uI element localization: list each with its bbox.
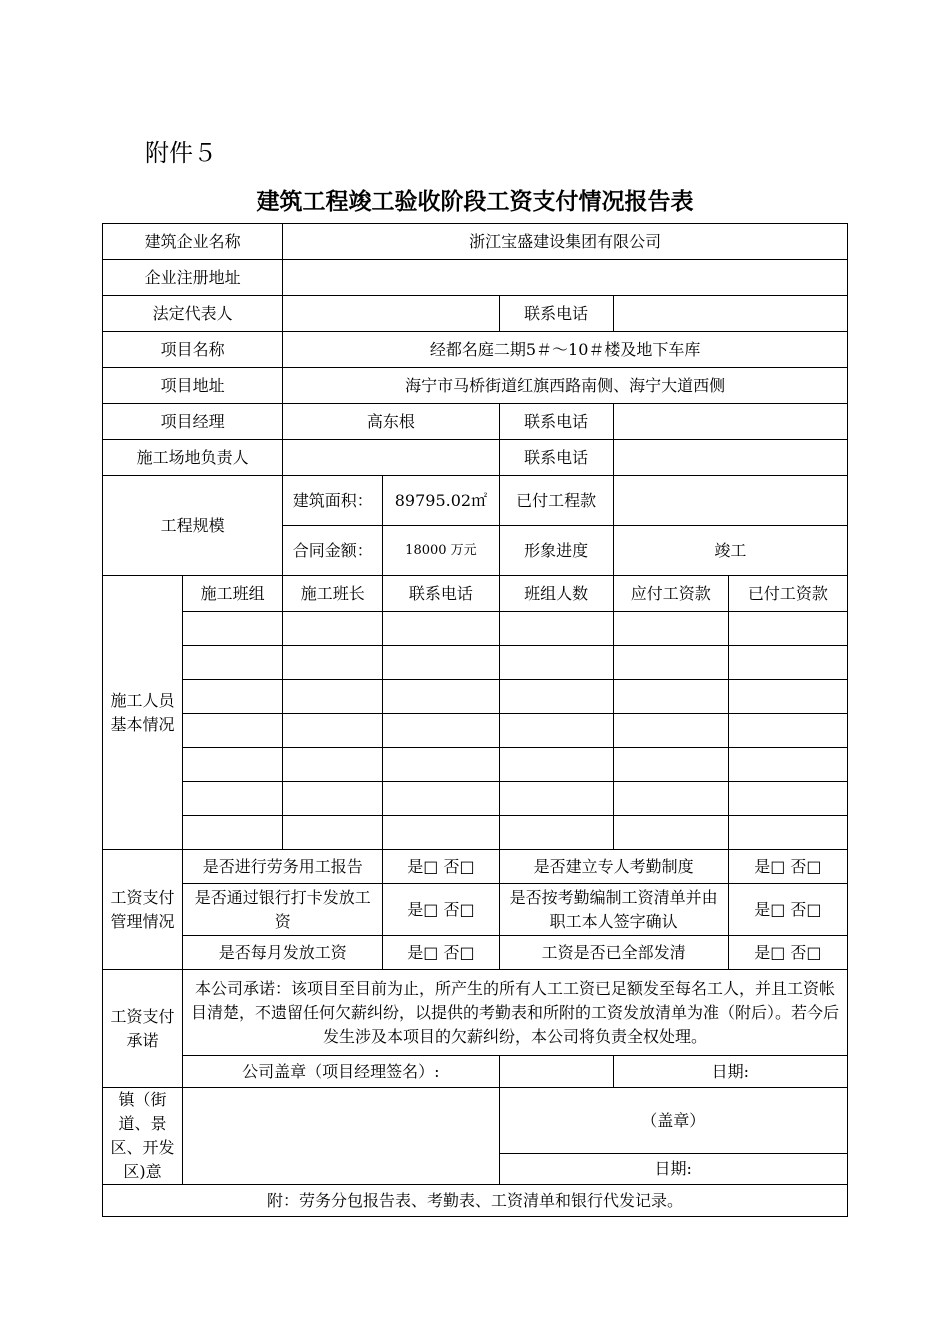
worker-cell[interactable] xyxy=(499,612,613,646)
worker-cell[interactable] xyxy=(283,680,383,714)
worker-row xyxy=(103,646,848,680)
worker-cell[interactable] xyxy=(183,816,283,850)
project-name-label: 项目名称 xyxy=(103,332,283,368)
worker-cell[interactable] xyxy=(383,816,499,850)
company-label: 建筑企业名称 xyxy=(103,224,283,260)
manager-value: 高东根 xyxy=(283,404,499,440)
attachment-label: 附件５ xyxy=(145,139,217,167)
worker-cell[interactable] xyxy=(728,816,847,850)
worker-cell[interactable] xyxy=(183,782,283,816)
town-date-label: 日期: xyxy=(499,1154,848,1185)
worker-cell[interactable] xyxy=(613,782,728,816)
column-header: 施工班组 xyxy=(183,576,283,612)
column-header: 施工班长 xyxy=(283,576,383,612)
column-header: 班组人数 xyxy=(499,576,613,612)
yes-no-checkbox[interactable]: 是□ 否□ xyxy=(383,850,499,884)
paid-label: 已付工程款 xyxy=(499,476,613,526)
worker-cell[interactable] xyxy=(283,816,383,850)
worker-cell[interactable] xyxy=(499,680,613,714)
worker-row xyxy=(103,816,848,850)
site-lead-phone-label: 联系电话 xyxy=(499,440,613,476)
company-seal-label: 公司盖章（项目经理签名）: xyxy=(183,1056,499,1088)
worker-cell[interactable] xyxy=(183,714,283,748)
management-question: 是否建立专人考勤制度 xyxy=(499,850,728,884)
worker-row xyxy=(103,714,848,748)
paid-value[interactable] xyxy=(613,476,847,526)
commitment-date-label: 日期: xyxy=(613,1056,847,1088)
worker-cell[interactable] xyxy=(613,646,728,680)
contract-value: 18000 万元 xyxy=(383,526,499,576)
site-lead-phone-value[interactable] xyxy=(613,440,847,476)
worker-cell[interactable] xyxy=(728,782,847,816)
legal-rep-label: 法定代表人 xyxy=(103,296,283,332)
worker-cell[interactable] xyxy=(499,782,613,816)
project-address-label: 项目地址 xyxy=(103,368,283,404)
column-header: 应付工资款 xyxy=(613,576,728,612)
management-section-label: 工资支付管理情况 xyxy=(103,850,183,970)
management-question: 是否通过银行打卡发放工资 xyxy=(183,884,383,936)
manager-phone-label: 联系电话 xyxy=(499,404,613,440)
worker-cell[interactable] xyxy=(728,612,847,646)
worker-cell[interactable] xyxy=(383,612,499,646)
column-header: 已付工资款 xyxy=(728,576,847,612)
worker-cell[interactable] xyxy=(613,714,728,748)
worker-cell[interactable] xyxy=(383,748,499,782)
worker-cell[interactable] xyxy=(283,714,383,748)
workers-section-label: 施工人员基本情况 xyxy=(103,576,183,850)
project-address-value: 海宁市马桥街道红旗西路南侧、海宁大道西侧 xyxy=(283,368,848,404)
worker-cell[interactable] xyxy=(613,816,728,850)
area-value: 89795.02㎡ xyxy=(383,476,499,526)
worker-cell[interactable] xyxy=(183,612,283,646)
column-header: 联系电话 xyxy=(383,576,499,612)
worker-cell[interactable] xyxy=(499,816,613,850)
worker-cell[interactable] xyxy=(283,646,383,680)
manager-phone-value[interactable] xyxy=(613,404,847,440)
worker-cell[interactable] xyxy=(383,782,499,816)
worker-cell[interactable] xyxy=(613,612,728,646)
management-question: 工资是否已全部发清 xyxy=(499,936,728,970)
town-section-label: 镇（街道、景区、开发区)意 xyxy=(103,1088,183,1185)
worker-cell[interactable] xyxy=(283,782,383,816)
form-title: 建筑工程竣工验收阶段工资支付情况报告表 xyxy=(256,189,694,215)
worker-cell[interactable] xyxy=(728,714,847,748)
worker-cell[interactable] xyxy=(499,748,613,782)
worker-cell[interactable] xyxy=(499,714,613,748)
yes-no-checkbox[interactable]: 是□ 否□ xyxy=(728,884,847,936)
worker-cell[interactable] xyxy=(183,646,283,680)
worker-row xyxy=(103,782,848,816)
management-question: 是否进行劳务用工报告 xyxy=(183,850,383,884)
address-value[interactable] xyxy=(283,260,848,296)
progress-value: 竣工 xyxy=(613,526,847,576)
worker-cell[interactable] xyxy=(613,748,728,782)
town-opinion-field[interactable] xyxy=(183,1088,499,1185)
site-lead-label: 施工场地负责人 xyxy=(103,440,283,476)
commitment-text: 本公司承诺：该项目至目前为止，所产生的所有人工工资已足额发至每名工人，并且工资帐目清楚，不遗留任何欠薪纠纷，以提供的考勤表和所附的工资发放清单为准（附后）。若今后发生涉及本项目的欠薪纠纷，本公司将负责全权处理。 xyxy=(183,970,848,1056)
project-name-value: 经都名庭二期5＃～10＃楼及地下车库 xyxy=(283,332,848,368)
worker-row xyxy=(103,612,848,646)
footer-note: 附：劳务分包报告表、考勤表、工资清单和银行代发记录。 xyxy=(103,1185,848,1217)
contract-label: 合同金额： xyxy=(283,526,383,576)
worker-cell[interactable] xyxy=(283,612,383,646)
legal-rep-phone-label: 联系电话 xyxy=(499,296,613,332)
town-seal-label: （盖章） xyxy=(499,1088,848,1154)
commitment-section-label: 工资支付承诺 xyxy=(103,970,183,1088)
worker-cell[interactable] xyxy=(183,748,283,782)
company-value: 浙江宝盛建设集团有限公司 xyxy=(283,224,848,260)
yes-no-checkbox[interactable]: 是□ 否□ xyxy=(728,936,847,970)
scale-label: 工程规模 xyxy=(103,476,283,576)
site-lead-value[interactable] xyxy=(283,440,499,476)
worker-cell[interactable] xyxy=(383,714,499,748)
report-table xyxy=(102,223,848,1217)
worker-cell[interactable] xyxy=(383,646,499,680)
management-question: 是否按考勤编制工资清单并由职工本人签字确认 xyxy=(499,884,728,936)
management-question: 是否每月发放工资 xyxy=(183,936,383,970)
address-label: 企业注册地址 xyxy=(103,260,283,296)
yes-no-checkbox[interactable]: 是□ 否□ xyxy=(383,884,499,936)
worker-cell[interactable] xyxy=(728,646,847,680)
worker-cell[interactable] xyxy=(728,748,847,782)
yes-no-checkbox[interactable]: 是□ 否□ xyxy=(728,850,847,884)
yes-no-checkbox[interactable]: 是□ 否□ xyxy=(383,936,499,970)
worker-row xyxy=(103,680,848,714)
legal-rep-value[interactable] xyxy=(283,296,499,332)
legal-rep-phone-value[interactable] xyxy=(613,296,847,332)
progress-label: 形象进度 xyxy=(499,526,613,576)
worker-cell[interactable] xyxy=(183,680,283,714)
area-label: 建筑面积： xyxy=(283,476,383,526)
worker-cell[interactable] xyxy=(728,680,847,714)
worker-cell[interactable] xyxy=(499,646,613,680)
manager-label: 项目经理 xyxy=(103,404,283,440)
company-seal-value[interactable] xyxy=(499,1056,613,1088)
worker-cell[interactable] xyxy=(383,680,499,714)
worker-cell[interactable] xyxy=(283,748,383,782)
worker-cell[interactable] xyxy=(613,680,728,714)
worker-row xyxy=(103,748,848,782)
